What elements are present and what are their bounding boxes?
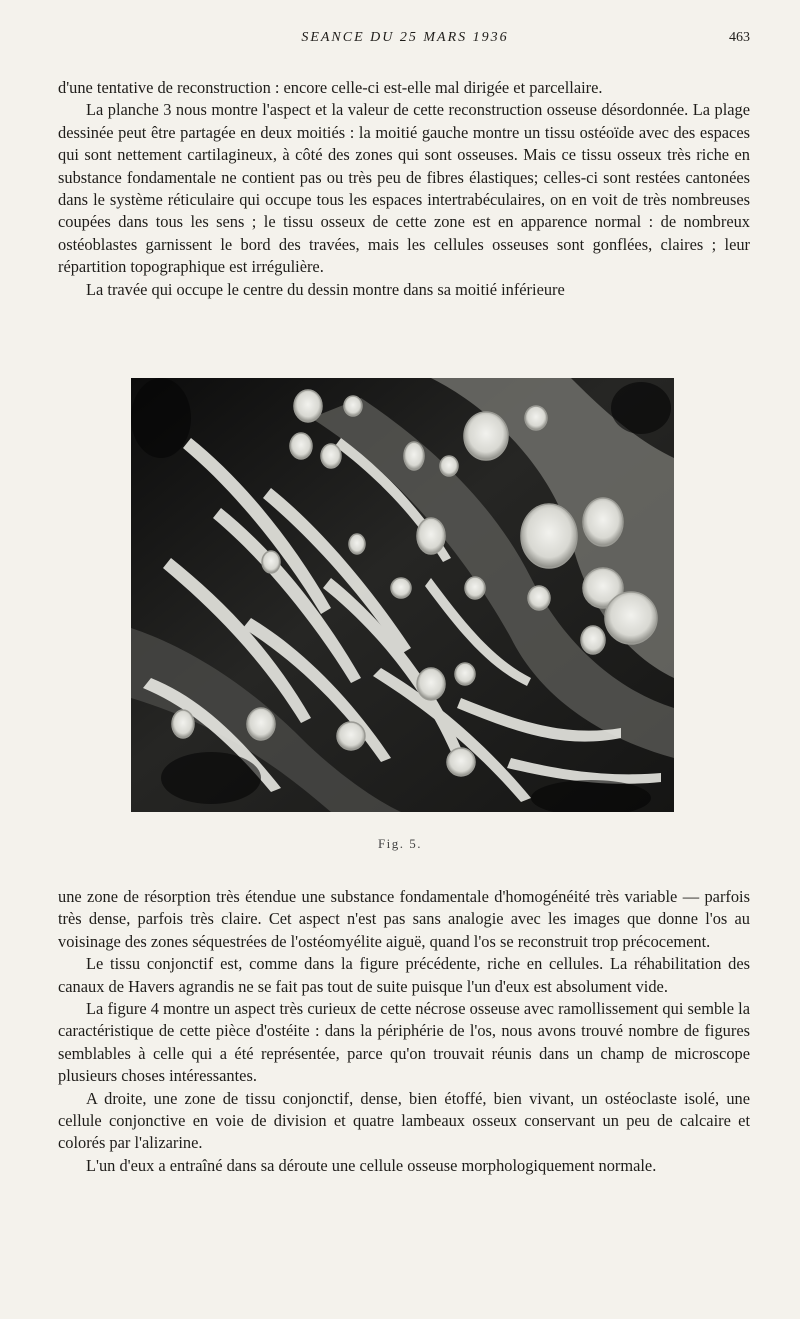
paragraph: La planche 3 nous montre l'aspect et la valeur de cette reconstruction osseuse désordonnée. La plage dessinée peut être partagée en deux moitiés : la moitié gauche montre un tissu ostéoïde avec des espaces qui sont nettement cartilagineux, à côté des zones qui sont osseuses. Mais ce tissu osseux très riche en substance fondamentale ne contient pas ou très peu de fibres élastiques; celles-ci sont restées cantonées dans le système réticulaire qui occupe tous les espaces intertrabéculaires, on en voit de très nombreuses coupées dans tous les sens ; le tissu osseux de cette zone est en apparence normal : de nombreux ostéoblastes garnissent le bord des travées, mais les cellules osseuses sont gonflées, claires ; leur répartition topographique est irrégulière. <box>58 100 750 277</box>
figure-caption: Fig. 5. <box>377 836 423 851</box>
body-text-bottom <box>58 886 750 1177</box>
running-header <box>60 30 750 54</box>
paragraph: Le tissu conjonctif est, comme dans la figure précédente, riche en cellules. La réhabilitation des canaux de Havers agrandis ne se fait pas tout de suite puisque l'un d'eux est absolument vide. <box>58 954 750 996</box>
paragraph: La travée qui occupe le centre du dessin montre dans sa moitié inférieure <box>86 279 565 299</box>
header-title: SEANCE DU 25 MARS 1936 <box>301 30 509 45</box>
paragraph: La figure 4 montre un aspect très curieux de cette nécrose osseuse avec ramollissement qui semble la caractéristique de cette pièce d'ostéite : dans la périphérie de l'os, nous avons trouvé nombre de figures semblables à celle qui a été représentée, parce qu'on trouvait réunis dans un champ de microscope plusieurs choses intéressantes. <box>58 999 750 1086</box>
paragraph: d'une tentative de reconstruction : encore celle-ci est-elle mal dirigée et parcellaire. <box>58 78 603 97</box>
paragraph: A droite, une zone de tissu conjonctif, dense, bien étoffé, bien vivant, un ostéoclaste isolé, une cellule conjonctive en voie de division et quatre lambeaux osseux conservant un peu de calcaire et colorés par l'alizarine. <box>58 1088 750 1153</box>
body-text-top <box>58 77 750 301</box>
paragraph: L'un d'eux a entraîné dans sa déroute une cellule osseuse morphologiquement normale. <box>86 1155 657 1175</box>
page-number: 463 <box>729 30 750 45</box>
micrograph-image <box>131 378 674 812</box>
paragraph: une zone de résorption très étendue une substance fondamentale d'homogénéité très variable — parfois très dense, parfois très claire. Cet aspect n'est pas sans analogie avec les images que donne l'os au voisinage des zones séquestrées de l'ostéomyélite aiguë, quand l'os se reconstruit trop précocement. <box>58 887 750 951</box>
